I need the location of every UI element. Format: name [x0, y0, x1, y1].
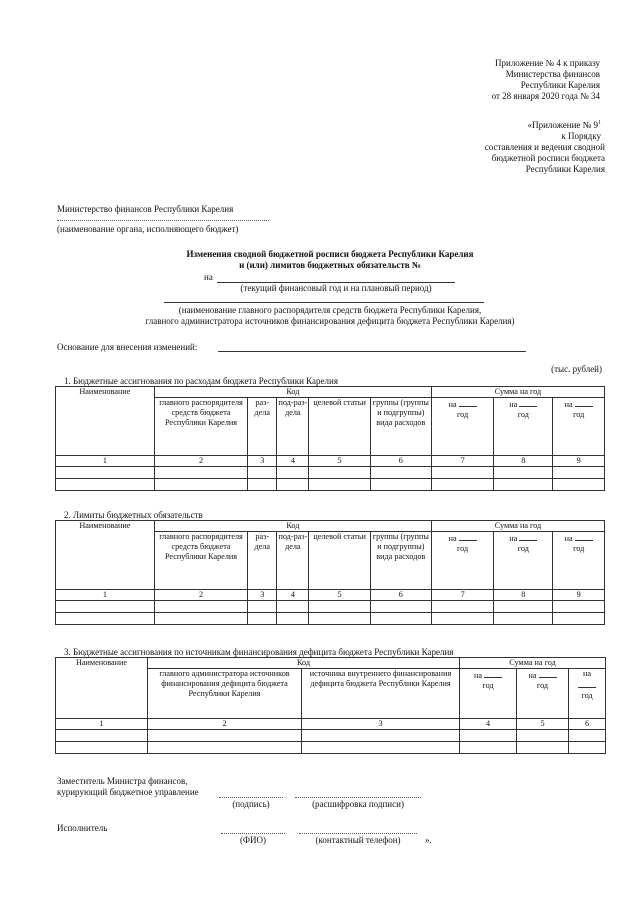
year-god: год	[573, 410, 585, 419]
year-na: на	[509, 400, 518, 409]
col-year	[553, 398, 605, 456]
col-sum-header: Сумма на год	[460, 658, 606, 669]
year-god: год	[482, 681, 494, 690]
col-number: 7	[431, 456, 493, 467]
year-na: на	[528, 671, 537, 680]
deputy-title1: Заместитель Министра финансов,	[57, 776, 188, 786]
phone-line	[299, 833, 417, 834]
col-number: 4	[277, 590, 309, 601]
col-sum-header: Сумма на год	[431, 387, 604, 398]
table-row	[56, 467, 605, 479]
year-blank	[575, 398, 593, 407]
fio-line	[221, 833, 285, 834]
col-number: 5	[309, 590, 370, 601]
end-mark: ».	[425, 835, 432, 845]
col-target: целевой статьи	[309, 398, 370, 456]
col-number: 5	[309, 456, 370, 467]
col-razdel: раз-дела	[248, 398, 277, 456]
col-number: 7	[431, 590, 493, 601]
col-year	[569, 669, 606, 719]
section1-table	[55, 386, 605, 491]
section2-title: 2. Лимиты бюджетных обязательств	[64, 510, 203, 520]
year-blank	[519, 532, 537, 541]
col-number: 6	[569, 719, 606, 730]
col-number: 4	[460, 719, 517, 730]
basis-label: Основание для внесения изменений:	[57, 342, 198, 352]
table-row	[56, 613, 605, 625]
executor-label: Исполнитель	[57, 823, 108, 833]
year-na: на	[448, 534, 457, 543]
year-blank	[484, 669, 502, 678]
col-number: 8	[494, 590, 553, 601]
appendix-line: Республики Карелия	[520, 80, 600, 90]
appendix9-line: бюджетной росписи бюджета	[491, 153, 605, 163]
section3-title: 3. Бюджетные ассигнования по источникам финансирования дефицита бюджета Республики Карелия	[64, 647, 454, 657]
year-god: год	[517, 544, 529, 553]
admin-caption1: (наименование главного распорядителя средств бюджета Республики Карелия,	[178, 305, 482, 315]
appendix9-line: Республики Карелия	[525, 164, 605, 174]
col-grbs: главного распорядителя средств бюджета Республики Карелия	[154, 398, 247, 456]
col-group: группы (группы и подгруппы) вида расходов	[370, 532, 431, 590]
col-year	[494, 398, 553, 456]
col-source: источника внутреннего финансирования дефицита бюджета Республики Карелия	[302, 669, 460, 719]
decode-line	[295, 797, 421, 798]
org-name: Министерство финансов Республики Карелия	[57, 204, 234, 214]
basis-line	[218, 351, 526, 352]
col-number: 9	[553, 590, 605, 601]
col-podrazdel: под-раз-дела	[277, 398, 309, 456]
appendix-line: Приложение № 4 к приказу	[495, 58, 600, 68]
admin-line	[164, 302, 484, 303]
appendix9-line1: «Приложение № 9	[527, 120, 598, 130]
year-god: год	[581, 691, 593, 700]
appendix9-line: составления и ведения сводной	[484, 142, 605, 152]
year-god: год	[536, 681, 549, 690]
appendix9-header	[465, 118, 605, 175]
col-number: 6	[370, 590, 431, 601]
col-year	[431, 532, 493, 590]
col-grbs: главного распорядителя средств бюджета Республики Карелия	[154, 532, 247, 590]
signature-caption: (подпись)	[232, 799, 270, 809]
table-row	[56, 730, 606, 742]
col-code-header: Код	[154, 521, 431, 532]
col-number: 3	[248, 590, 277, 601]
col-name-header: Наименование	[56, 387, 155, 456]
year-god: год	[457, 410, 469, 419]
year-blank	[519, 398, 537, 407]
col-number: 5	[517, 719, 569, 730]
table-row-numbers	[56, 590, 605, 601]
year-god: год	[457, 544, 469, 553]
year-na: на	[564, 534, 573, 543]
col-number: 9	[553, 456, 605, 467]
col-group: группы (группы и подгруппы) вида расходов	[370, 398, 431, 456]
appendix-header	[340, 58, 600, 102]
table-row-numbers	[56, 456, 605, 467]
col-number: 1	[56, 456, 155, 467]
col-razdel: раз-дела	[248, 532, 277, 590]
col-number: 2	[148, 719, 302, 730]
col-target: целевой статьи	[309, 532, 370, 590]
section3-table	[55, 657, 606, 754]
section1-title: 1. Бюджетные ассигнования по расходам бюджета Республики Карелия	[64, 376, 338, 386]
year-god: год	[517, 410, 529, 419]
table-row	[56, 742, 606, 754]
col-number: 1	[56, 719, 148, 730]
year-na: на	[473, 671, 482, 680]
col-number: 3	[302, 719, 460, 730]
period-na: на	[204, 272, 213, 282]
units-label: (тыс. рублей)	[551, 364, 602, 374]
doc-title-line1: Изменения сводной бюджетной росписи бюджета Республики Карелия	[186, 249, 474, 259]
col-number: 2	[154, 590, 247, 601]
col-number: 6	[370, 456, 431, 467]
deputy-title2: курирующий бюджетное управление	[57, 787, 199, 797]
decode-caption: (расшифровка подписи)	[312, 799, 404, 809]
appendix9-line: к Порядку	[561, 131, 601, 141]
table-row	[56, 479, 605, 491]
table-row	[56, 601, 605, 613]
section2-table	[55, 520, 605, 625]
fio-caption: (ФИО)	[239, 835, 267, 845]
col-podrazdel: под-раз-дела	[277, 532, 309, 590]
appendix-line: от 28 января 2020 года № 34	[491, 91, 600, 101]
year-na: на	[509, 534, 518, 543]
org-line	[57, 220, 269, 221]
col-number: 3	[248, 456, 277, 467]
signature-line	[219, 797, 283, 798]
col-sum-header: Сумма на год	[431, 521, 604, 532]
admin-caption2: главного администратора источников финансирования дефицита бюджета Республики Карелия)	[145, 316, 515, 326]
period-caption: (текущий финансовый год и на плановый период)	[240, 283, 432, 293]
col-year	[494, 532, 553, 590]
col-year	[431, 398, 493, 456]
col-code-header: Код	[148, 658, 460, 669]
table-row-numbers	[56, 719, 606, 730]
appendix9-line	[465, 118, 605, 131]
year-na: на	[448, 400, 457, 409]
org-caption: (наименование органа, исполняющего бюджет)	[57, 224, 239, 234]
appendix-line: Министерства финансов	[505, 69, 600, 79]
year-blank	[539, 669, 557, 678]
col-number: 1	[56, 590, 155, 601]
year-god: год	[573, 544, 585, 553]
col-number: 4	[277, 456, 309, 467]
doc-title-line2: и (или) лимитов бюджетных обязательств №	[239, 260, 421, 270]
col-code-header: Код	[154, 387, 431, 398]
phone-caption: (контактный телефон)	[315, 835, 401, 845]
col-number: 8	[494, 456, 553, 467]
year-na: на	[564, 400, 573, 409]
col-year	[553, 532, 605, 590]
col-name-header: Наименование	[56, 658, 148, 719]
col-number: 2	[154, 456, 247, 467]
year-blank	[459, 532, 477, 541]
col-gadb: главного администратора источников финансирования дефицита бюджета Республики Карелия	[148, 669, 302, 719]
year-blank	[575, 532, 593, 541]
appendix9-sup: 1	[598, 120, 601, 126]
year-blank	[459, 398, 477, 407]
col-year	[517, 669, 569, 719]
year-na: на	[583, 669, 592, 678]
col-year	[460, 669, 517, 719]
year-blank	[578, 679, 596, 688]
col-name-header: Наименование	[56, 521, 155, 590]
